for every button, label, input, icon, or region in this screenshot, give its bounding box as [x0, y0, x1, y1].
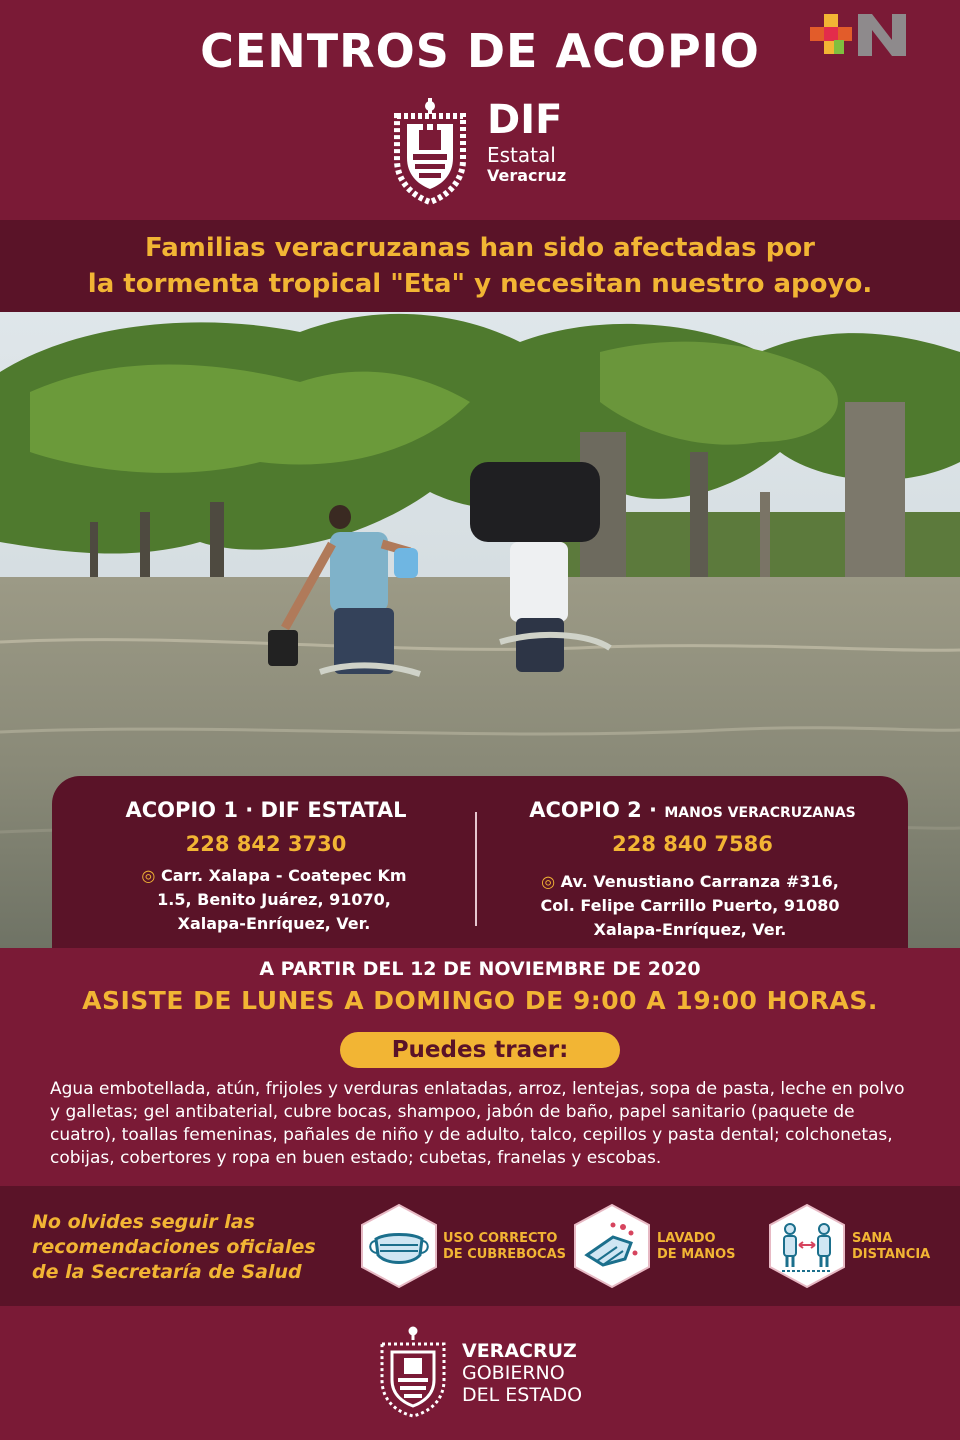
acopio-1-address: [84, 864, 464, 936]
acopio-1-heading: ACOPIO 1 · DIF ESTATAL: [125, 798, 407, 822]
recommendations-text: [32, 1210, 352, 1285]
hands-label-line-1: LAVADO: [657, 1231, 716, 1246]
intro-line-2: la tormenta tropical "Eta" y necesitan nuestro apoyo.: [87, 269, 873, 299]
distance-label: [852, 1231, 952, 1263]
footer-del-estado: DEL ESTADO: [462, 1384, 583, 1406]
start-date: A PARTIR DEL 12 DE NOVIEMBRE DE 2020: [259, 958, 701, 980]
acopio-1-address-line-2: 1.5, Benito Juárez, 91070,: [157, 890, 391, 909]
acopio-2-heading: [480, 798, 905, 822]
items-list: Agua embotellada, atún, frijoles y verduras enlatadas, arroz, lentejas, sopa de pasta, leche en polvo y galletas; gel antibaterial, cubre bocas, shampoo, jabón de baño, papel sanitario (paquete de cuatro), toallas femeninas, pañales de niño y de adulto, talco, cepillos y pasta dental; colchonetas, cobijas, cobertores y ropa en buen estado; cubetas, franelas y escobas.: [50, 1079, 905, 1168]
tn-logo-icon: [810, 10, 912, 60]
distance-label-line-2: DISTANCIA: [852, 1247, 931, 1262]
acopio-2-heading-main: ACOPIO 2 ·: [529, 798, 665, 822]
intro-text: [0, 230, 960, 302]
location-pin-icon: ◎: [541, 872, 556, 891]
acopio-2-heading-sub: MANOS VERACRUZANAS: [664, 805, 856, 821]
acopio-2-address-line-1: Av. Venustiano Carranza #316,: [560, 872, 839, 891]
recommendations-line-3: de la Secretaría de Salud: [32, 1261, 302, 1283]
dif-logo: [385, 98, 585, 206]
social-distance-icon: [768, 1203, 846, 1289]
intro-line-1: Familias veracruzanas han sido afectadas por: [144, 233, 816, 263]
acopio-2-address-line-2: Col. Felipe Carrillo Puerto, 91080: [540, 896, 840, 915]
mask-label: [443, 1231, 573, 1263]
dif-logo-estatal: Estatal: [487, 143, 556, 167]
acopio-2-phone: 228 840 7586: [612, 832, 773, 856]
acopio-1-phone: 228 842 3730: [185, 832, 347, 856]
dif-logo-veracruz: Veracruz: [487, 166, 567, 185]
face-mask-icon: [360, 1203, 438, 1289]
distance-label-line-1: SANA: [852, 1231, 893, 1246]
acopio-divider: [475, 812, 477, 926]
bring-items-pill: Puedes traer:: [340, 1032, 620, 1068]
acopio-2-address: [490, 870, 890, 942]
veracruz-shield-icon: [374, 1326, 452, 1418]
schedule-hours: ASISTE DE LUNES A DOMINGO DE 9:00 A 19:00 HORAS.: [82, 986, 878, 1015]
footer-veracruz: VERACRUZ: [462, 1340, 577, 1362]
hand-washing-icon: [573, 1203, 651, 1289]
footer-gobierno: GOBIERNO: [462, 1362, 565, 1384]
mask-label-line-2: DE CUBREBOCAS: [443, 1247, 567, 1262]
recommendations-line-1: No olvides seguir las: [32, 1211, 255, 1233]
hands-label: [657, 1231, 757, 1263]
mask-label-line-1: USO CORRECTO: [443, 1231, 558, 1246]
acopio-2-address-line-3: Xalapa-Enríquez, Ver.: [593, 920, 787, 939]
acopio-1-address-line-3: Xalapa-Enríquez, Ver.: [177, 914, 371, 933]
hands-label-line-2: DE MANOS: [657, 1247, 736, 1262]
page-title: CENTROS DE ACOPIO: [200, 24, 760, 78]
acopio-1-address-line-1: Carr. Xalapa - Coatepec Km: [160, 866, 407, 885]
dif-logo-text: DIF: [487, 97, 563, 143]
location-pin-icon: ◎: [141, 866, 156, 885]
dif-shield-icon: [385, 98, 475, 206]
recommendations-line-2: recomendaciones oficiales: [32, 1236, 316, 1258]
